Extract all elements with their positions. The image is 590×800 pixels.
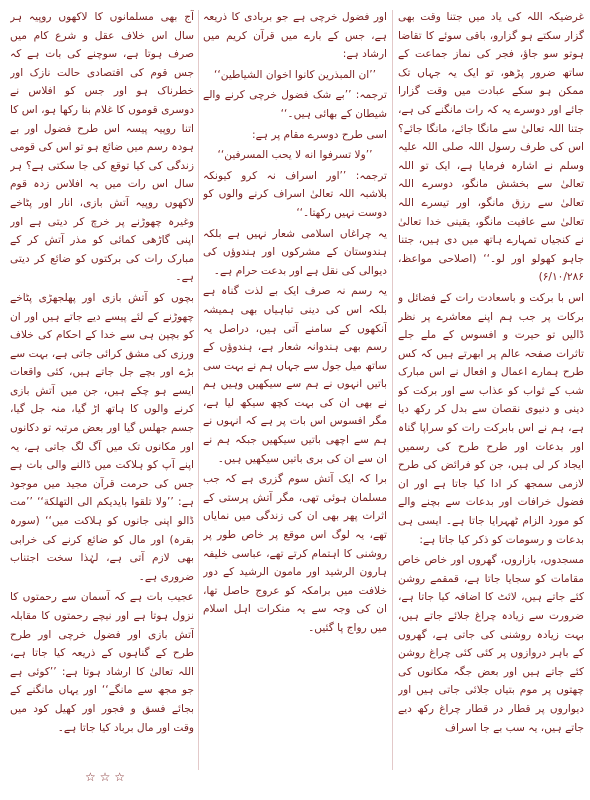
paragraph: برا کہ ایک آتش سوم گزری ہے کہ جب مسلمان ہوئی تھی، مگر آتش پرستی کے اثرات پھر بھی ان کی زندگی میں نمایاں تھے، یہ لوگ اس موقع پر خاص طور پر روشنی کا اہتمام کرتے تھے، عباسی خلیفہ ہارون الرشید اور مامون الرشید کے دور خلافت میں برامکہ کو عروج حاصل تھا، ان کی وجہ سے یہ منکرات اہل اسلام میں رواج پا گئیں۔ bbox=[203, 473, 387, 634]
paragraph: یہ چراغاں اسلامی شعار نہیں ہے بلکہ ہندوستان کے مشرکوں اور ہندوؤں کی دیوالی کی نقل ہے اور بدعت حرام ہے۔ bbox=[203, 227, 387, 277]
paragraph: یہ رسم نہ صرف ایک بے لذت گناہ ہے بلکہ اس کی دینی تباہیاں بھی ہمیشہ آنکھوں کے سامنے آتی ہیں، دراصل یہ رسم بھی ہندوانہ شعار ہے، ہندوؤں کے ساتھ میل جول سے جہاں ہم نے بہت سی باتیں انہوں نے ہم سے سیکھیں وہیں ہم نے بھی ان کی بہت کچھ سیکھ لیا ہے، مگر افسوس اس بات پر ہے کہ انہوں نے ہم سے اچھی باتیں سیکھیں جبکہ ہم نے ان سے ان کی بری باتیں سیکھیں ہیں۔ bbox=[203, 285, 387, 465]
paragraph: اس با برکت و باسعادت رات کے فضائل و برکات پر جب ہم اپنے معاشرے پر نظر ڈالیں تو حیرت و افسوس کے ملے جلے تاثرات صفحہ عالم پر ابھرتے ہیں کہ کس طرح ہمارے اعمال و افعال نے اس مبارک شب کے ثواب کو عذاب سے اور برکت کو دینی و دنیوی نقصان سے بدل کر رکھ دیا ہے، ہم نے اس بابرکت رات کو سراپا گناہ اور بدعات اور طرح طرح کی رسمیں ایجاد کر لی ہیں، جن کو فرائض کی طرح لازمی سمجھ کر ادا کیا جاتا ہے اور ان فضول خرافات اور بدعات سے بچنے والے کو مورد الزام ٹھہرایا جاتا ہے۔ ایسی ہی بدعات و رسومات کو ذکر کیا جاتا ہے: bbox=[398, 291, 584, 546]
paragraph: بچوں کو آتش بازی اور پھلجھڑی پٹاخے چھوڑنے کے لئے پیسے دیے جاتے ہیں اور ان کو بچپن ہی سے خدا کے احکام کی خلاف ورزی کی مشق کرائی جاتی ہے، بہت سے بڑے اور بچے جل جاتے ہیں، کئی واقعات ایسے ہو چکے ہیں، جن میں آتش بازی کرنے والوں کا ہاتھ اڑ گیا، منہ جل گیا، جسم جھلس گیا اور بعض مرتبہ تو دکانوں اور مکانوں تک میں آگ لگ جاتی ہے، یہ اپنے آپ کو ہلاکت میں ڈالنے والی بات ہے جس کی حرمت قرآن مجید میں موجود ہے: ’’ولا تلقوا بایدیکم الی التهلکة‘‘ ’’مت ڈالو اپنی جانوں کو ہلاکت میں‘‘ (سورہ بقرہ) اور مال کو ضائع کرنے کی خرابی بھی لازم آتی ہے، لہٰذا سخت اجتناب ضروری ہے۔ bbox=[10, 291, 194, 583]
paragraph: اور فضول خرچی ہے جو بربادی کا ذریعہ ہے، جس کے بارے میں قرآن کریم میں ارشاد ہے: bbox=[203, 11, 387, 61]
column-right bbox=[398, 8, 584, 770]
end-of-article-stars: ☆ ☆ ☆ bbox=[85, 770, 125, 784]
paragraph: مسجدوں، بازاروں، گھروں اور خاص خاص مقامات کو سجایا جاتا ہے، قمقمے روشن کئے جاتے ہیں، لائٹ کا اضافہ کیا جاتا ہے، ضرورت سے زیادہ چراغ جلائے جاتے ہیں، بہت زیادہ روشنی کی جاتی ہے، گھروں کے باہر دروازوں پر کئی کئی چراغ روشن کئے جاتے ہیں اور بعض جگہ مکانوں کی چھتوں پر موم بتیاں جلائی جاتی ہیں اور دیواروں پر قطار در قطار چراغ رکھ دیے جاتے ہیں، یہ سب بے جا اسراف bbox=[398, 554, 584, 734]
quran-verse: ’’ان المبذرین کانوا اخوان الشیاطین‘‘ bbox=[214, 68, 376, 81]
translation: ترجمہ: ’’بے شک فضول خرچی کرنے والے شیطان کے بھائی ہیں۔‘‘ bbox=[203, 89, 387, 120]
paragraph: آج بھی مسلمانوں کا لاکھوں روپیہ ہر سال اس خلاف عقل و شرع کام میں صرف ہوتا ہے، سوچنے کی بات ہے کہ جس قوم کی اقتصادی حالت نازک اور خطرناک ہو اور جس کو افلاس نے دوسری قوموں کا غلام بنا رکھا ہو، اس کا اتنا روپیہ پیسہ اس طرح فضول اور بے ہودہ رسم میں ضائع ہو تو اس کی قومی زندگی کی کیا توقع کی جا سکتی ہے؟ ہر سال اس رات میں یہ افلاس زدہ قوم لاکھوں روپیہ آتش بازی، انار اور پٹاخے وغیرہ چھوڑنے پر خرچ کر دیتی ہے اور اپنی گاڑھی کمائی کو مذر آتش کر کے مبارک رات کی برکتوں کو ضائع کر دیتی ہے۔ bbox=[10, 11, 194, 284]
paragraph: اسی طرح دوسرے مقام پر ہے: bbox=[252, 128, 387, 141]
column-middle bbox=[203, 8, 387, 770]
column-left bbox=[10, 8, 194, 770]
column-divider bbox=[198, 10, 199, 770]
paragraph: عجیب بات ہے کہ آسمان سے رحمتوں کا نزول ہوتا ہے اور نیچے رحمتوں کا مقابلہ آتش بازی اور فضول خرچی اور طرح طرح کے گناہوں کے ذریعہ کیا جاتا ہے، اللہ تعالیٰ کا ارشاد ہوتا ہے: ’’کوئی ہے جو مجھ سے مانگے‘‘ اور یہاں مانگنے کے بجائے فسق و فجور اور کھیل کود میں وقت اور مال برباد کیا جاتا ہے۔ bbox=[10, 591, 194, 734]
column-divider bbox=[392, 10, 393, 770]
paragraph: غرضیکہ اللہ کی یاد میں جتنا وقت بھی گزار سکتے ہو گزارو، باقی سوئے کا تقاضا ہوتو سو جاؤ، فجر کی نماز جماعت کے ساتھ ضرور پڑھو، تو ایک یہ جہاں تک ممکن ہو سکے عبادت میں وقت گزارا جائے اور دوسرے یہ کہ رات مانگنے کی ہے، جتنا اللہ تعالیٰ سے مانگا جائے، مانگا جائے؟ اس کی طرف رسول اللہ صلی اللہ علیہ وسلم نے اشارہ فرمایا ہے، ایک تو اللہ تعالیٰ سے بخشش مانگو، دوسرے اللہ تعالیٰ سے رزق مانگو، اور تیسرے اللہ تعالیٰ سے عافیت مانگو، یقینی خدا تعالیٰ نے کنجیاں تمہارے ہاتھ میں دی ہیں، جتنا جاہو کھولو اور لو۔‘‘ (اصلاحی مواعظ، ۶/۱۰/۲۸۶) bbox=[398, 11, 584, 284]
translation: ترجمہ: ’’اور اسراف نہ کرو کیونکہ بلاشبہ اللہ تعالیٰ اسراف کرنے والوں کو دوست نہیں رکھتا۔‘‘ bbox=[203, 169, 387, 219]
quran-verse: ’’ولا تسرفوا انه لا یحب المسرفین‘‘ bbox=[217, 149, 373, 162]
